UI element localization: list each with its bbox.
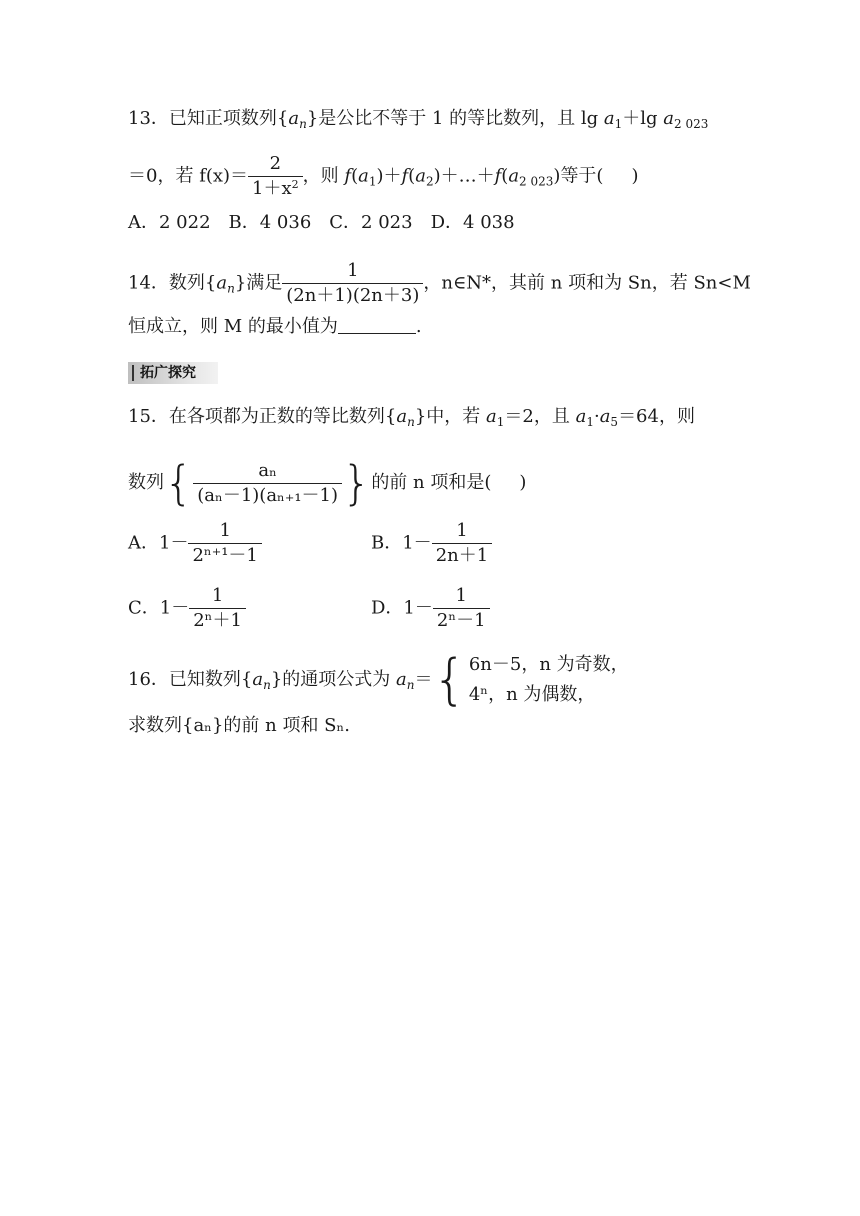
q13-fraction: $\frac{2}{1+x^2}$ xyxy=(248,155,303,198)
q15-line1: 15．在各项都为正数的等比数列$\{a_n\}$中，若 $a_1=2$，且 $a_1\cdot a_5=64$，则 xyxy=(128,406,695,429)
q15-fraction: $\frac{\text{aₙ}}{\text{(aₙ－1)(aₙ₊₁－1)}}$ xyxy=(193,462,342,505)
q14-fraction: $\frac{1}{(2n+1)(2n+3)}$ xyxy=(282,262,423,305)
q13-text: 13．已知正项数列{ xyxy=(128,108,289,129)
q16-line2: 求数列{aₙ}的前 n 项和 Sₙ. xyxy=(128,715,351,736)
q15-option-d: D．1－ $\frac{1}{\text{2ⁿ－1}}$ xyxy=(371,587,490,630)
q15-line2: 数列{ $\frac{\text{aₙ}}{\text{(aₙ－1)(aₙ₊₁－1)}}$ }的前 n 项和是( ) xyxy=(128,456,527,510)
q13-line1: 13．已知正项数列$\{a_n\}$是公比不等于 1 的等比数列，且 $\lg a_1+\lg$ $a_{2 023}$ xyxy=(128,108,709,131)
q16-line1: 16．已知数列$\{a_n\}$的通项公式为 $a_n=${ 6n－5，n 为奇数， 4ⁿ，n 为偶数， xyxy=(128,648,629,711)
q15-option-c: C．1－ $\frac{1}{\text{2ⁿ＋1}}$ xyxy=(128,587,246,630)
q15-option-a: A．1－ $\frac{1}{\text{2ⁿ⁺¹－1}}$ xyxy=(128,522,262,565)
section-tag: 拓广探究 xyxy=(128,362,218,384)
q14-line1: 14．数列$\{a_n\}$满足 $\frac{1}{(2n+1)(2n+3)}$ ，n∈N*，其前 n 项和为 Sn，若 Sn<M xyxy=(128,260,751,306)
answer-blank xyxy=(338,315,416,334)
q15-option-b: B．1－ $\frac{1}{2n+1}$ xyxy=(371,522,492,565)
q14-line2: 恒成立，则 M 的最小值为 . xyxy=(128,316,422,337)
q13-line2: ＝0，若 f(x)＝ $\frac{2}{1+x^2}$ ，则 $f(a_1)+f(a_2)+\dots+f(a_{2 023})$等于( ) xyxy=(128,153,639,199)
q13-options: A．2 022 B．4 036 C．2 023 D．4 038 xyxy=(128,212,515,233)
piecewise-cases: 6n－5，n 为奇数， 4ⁿ，n 为偶数， xyxy=(468,654,629,705)
